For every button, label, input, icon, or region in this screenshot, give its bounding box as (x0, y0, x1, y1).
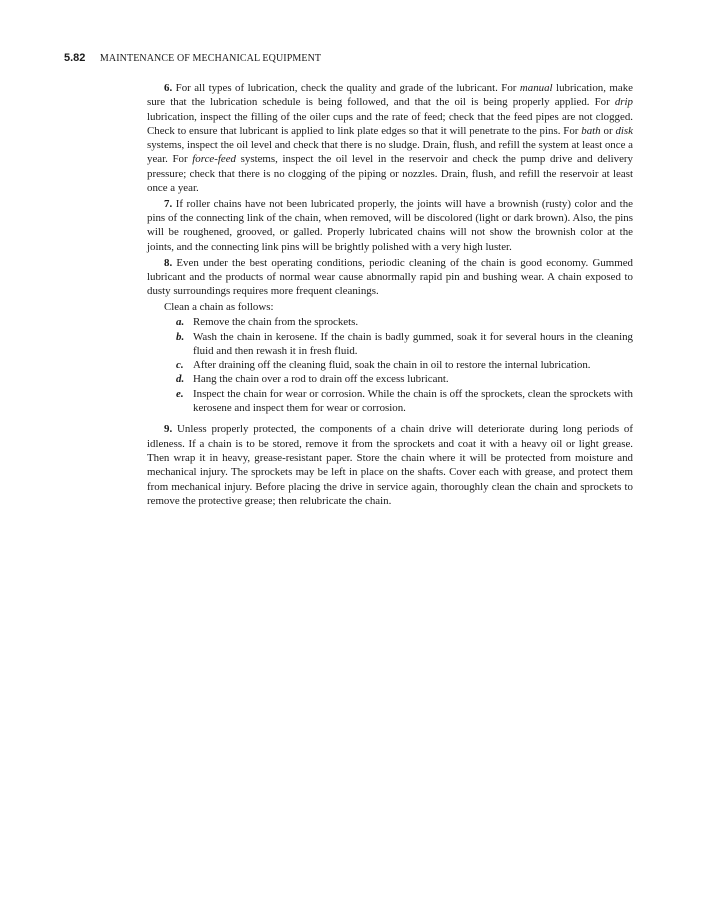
list-item (175, 330, 633, 359)
list-item-text: Remove the chain from the sprockets. (193, 316, 359, 329)
list-item-text: After draining off the cleaning fluid, soak the chain in oil to restore the internal lubrication. (193, 359, 591, 372)
list-item-text: Hang the chain over a rod to drain off the excess lubricant. (193, 373, 449, 386)
paragraph-7-text: If roller chains have not been lubricated properly, the joints will have a brownish (rusty) color and the pins of the connecting link of the chain, when removed, will be discolored (light or dark brown). Also, the pins will be roughened, grooved, or galled. Properly lubricated chains will not show the brownish color at the joints, and the connecting link pins will be brightly polished with a very high luster. (147, 197, 633, 253)
list-item-letter: a. (176, 316, 185, 329)
paragraph-8-number: 8. (164, 256, 173, 269)
running-title: MAINTENANCE OF MECHANICAL EQUIPMENT (99, 53, 322, 64)
paragraph-6-text-3: lubrication, inspect the filling of the oiler cups and the rate of feed; check that the feed pipes are not clogged. Check to ensure that lubricant is applied to link plate edges so that it will penetrate to the pins. For (147, 110, 633, 137)
cleaning-steps-list (147, 315, 633, 415)
paragraph-9-number: 9. (164, 423, 173, 436)
list-item-letter: d. (176, 373, 185, 386)
paragraph-8 (147, 256, 633, 299)
paragraph-6 (147, 81, 633, 195)
emphasis-manual: manual (519, 82, 553, 94)
list-item-letter: c. (176, 359, 184, 372)
list-item (175, 315, 633, 329)
body-text (147, 81, 633, 508)
list-item-letter: b. (176, 330, 185, 343)
paragraph-9-text: Unless properly protected, the components of a chain drive will deteriorate during long periods of idleness. If a chain is to be stored, remove it from the sprockets and coat it with a heavy oil or light grease. Then wrap it in heavy, grease-resistant paper. Store the chain where it will be protected from moisture and mechanical injury. The sprockets may be left in place on the shafts. Cover each with grease, and protect them from mechanical injury. Before placing the drive in service again, thoroughly clean the chain and sprockets to remove the protective grease; then relubricate the chain. (147, 423, 633, 507)
paragraph-8-text: Even under the best operating conditions, periodic cleaning of the chain is good economy. Gummed lubricant and the products of normal wear cause abnormally rapid pin and bushing wear. A chain exposed to dusty surroundings requires more frequent cleanings. (147, 256, 633, 298)
paragraph-6-text-1: For all types of lubrication, check the quality and grade of the lubricant. For (172, 82, 520, 94)
emphasis-disk: disk (615, 124, 633, 137)
list-item-text: Inspect the chain for wear or corrosion. While the chain is off the sprockets, clean the sprockets with kerosene and inspect them for wear or corrosion. (193, 387, 633, 415)
paragraph-6-text-5: systems, inspect the oil level and check that there is no sludge. Drain, flush, and refill the system at least once a year. For (147, 139, 633, 166)
paragraph-6-number: 6. (164, 82, 173, 94)
list-item (175, 358, 633, 372)
running-header (64, 52, 321, 64)
paragraph-6-text-2: lubrication, make sure that the lubrication schedule is being followed, and that the oil is being properly applied. For (147, 82, 633, 109)
emphasis-drip: drip (614, 96, 633, 109)
emphasis-bath: bath (581, 124, 601, 137)
paragraph-spacer (147, 415, 633, 422)
paragraph-9 (147, 422, 633, 508)
list-item-text: Wash the chain in kerosene. If the chain is badly gummed, soak it for several hours in the cleaning fluid and then rewash it in fresh fluid. (193, 330, 633, 357)
list-item (175, 387, 633, 416)
paragraph-6-text-4: or (600, 124, 616, 137)
cleaning-intro: Clean a chain as follows: (164, 300, 274, 313)
list-item-letter: e. (176, 387, 184, 400)
paragraph-7 (147, 197, 633, 254)
list-item (175, 372, 633, 386)
emphasis-force-feed: force-feed (192, 153, 237, 166)
page-number: 5.82 (64, 52, 86, 64)
paragraph-6-text-6: systems, inspect the oil level in the reservoir and check the pump drive and delivery pressure; check that there is no clogging of the piping or nozzles. Drain, flush, and refill the reservoir at least once a year. (147, 153, 634, 195)
paragraph-7-number: 7. (164, 197, 173, 210)
